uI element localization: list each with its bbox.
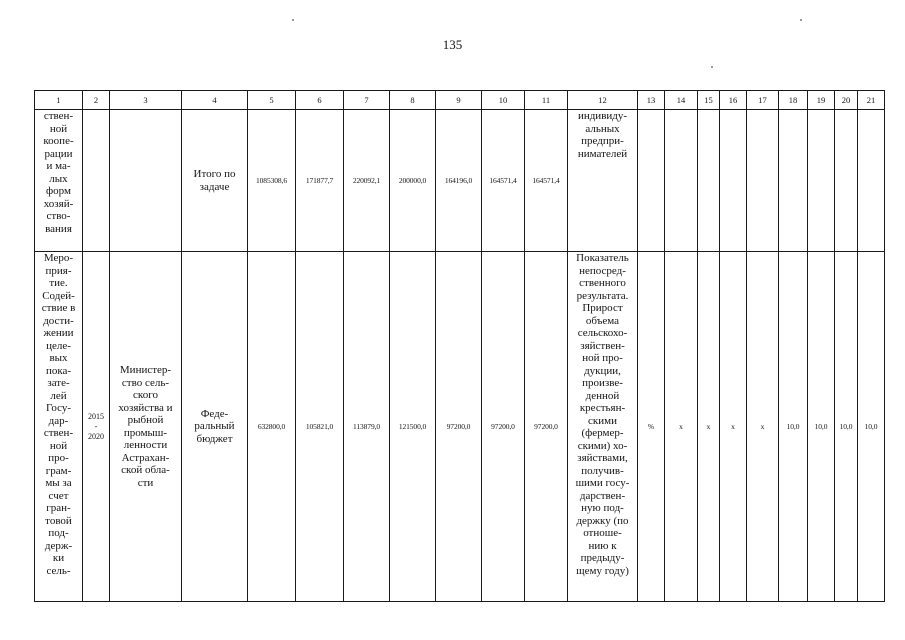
column-number-row [35, 91, 885, 110]
executor-cell [110, 110, 182, 252]
amount-cell: 171877,7 [296, 110, 344, 252]
indicator-cell: индивиду- альных предпри- нимателей [568, 110, 638, 252]
table-row [35, 110, 885, 252]
indicator-cell: Показатель непосред- ственного результата. Прирост объема сельскохо- зяйствен- ной про- дукции, произве- денной крестьян- скими (фермер- скими) хо- зяйствами, получив- шими госу- дарствен- ную под- держку (по отноше- нию к предыду- щему году) [568, 252, 638, 602]
unit-cell: % [638, 252, 665, 602]
column-number: 8 [390, 91, 436, 110]
indicator-value-cell [779, 110, 808, 252]
indicator-value-cell: х [747, 252, 779, 602]
amount-cell: 105821,0 [296, 252, 344, 602]
column-number: 21 [858, 91, 885, 110]
amount-cell: 113879,0 [344, 252, 390, 602]
column-number: 11 [525, 91, 568, 110]
column-number: 1 [35, 91, 83, 110]
scan-speck [800, 19, 802, 21]
period-cell: 2015 - 2020 [83, 252, 110, 602]
column-number: 17 [747, 91, 779, 110]
indicator-value-cell: х [720, 252, 747, 602]
column-number: 20 [835, 91, 858, 110]
indicator-value-cell: 10,0 [808, 252, 835, 602]
amount-cell: 632800,0 [248, 252, 296, 602]
amount-cell: 97200,0 [436, 252, 482, 602]
column-number: 5 [248, 91, 296, 110]
indicator-value-cell [698, 110, 720, 252]
indicator-value-cell: 10,0 [835, 252, 858, 602]
unit-cell [638, 110, 665, 252]
budget-table [34, 90, 885, 602]
column-number: 6 [296, 91, 344, 110]
indicator-value-cell [665, 110, 698, 252]
column-number: 16 [720, 91, 747, 110]
column-number: 2 [83, 91, 110, 110]
indicator-value-cell: 10,0 [779, 252, 808, 602]
column-number: 3 [110, 91, 182, 110]
indicator-value-cell [835, 110, 858, 252]
column-number: 18 [779, 91, 808, 110]
column-number: 12 [568, 91, 638, 110]
amount-cell: 97200,0 [525, 252, 568, 602]
funding-source-cell: Итого по задаче [182, 110, 248, 252]
funding-source-cell: Феде- ральный бюджет [182, 252, 248, 602]
amount-cell: 121500,0 [390, 252, 436, 602]
column-number: 15 [698, 91, 720, 110]
column-number: 9 [436, 91, 482, 110]
scan-speck [711, 66, 713, 68]
column-number: 4 [182, 91, 248, 110]
amount-cell: 164571,4 [482, 110, 525, 252]
indicator-value-cell [858, 110, 885, 252]
program-name-cell: Меро- прия- тие. Содей- ствие в дости- жении целе- вых пока- зате- лей Госу- дар- ствен- ной про- грам- мы за счет гран- товой под- держ- ки сель- [35, 252, 83, 602]
period-cell [83, 110, 110, 252]
indicator-value-cell: х [665, 252, 698, 602]
column-number: 14 [665, 91, 698, 110]
amount-cell: 1085308,6 [248, 110, 296, 252]
page-number: 135 [442, 37, 463, 52]
indicator-value-cell [720, 110, 747, 252]
program-name-cell: ствен- ной коопе- рации и ма- лых форм хозяй- ство- вания [35, 110, 83, 252]
column-number: 19 [808, 91, 835, 110]
amount-cell: 200000,0 [390, 110, 436, 252]
amount-cell: 164571,4 [525, 110, 568, 252]
indicator-value-cell [747, 110, 779, 252]
amount-cell: 97200,0 [482, 252, 525, 602]
executor-cell: Министер- ство сель- ского хозяйства и рыбной промыш- ленности Астрахан- ской обла- сти [110, 252, 182, 602]
amount-cell: 164196,0 [436, 110, 482, 252]
indicator-value-cell: 10,0 [858, 252, 885, 602]
amount-cell: 220092,1 [344, 110, 390, 252]
column-number: 7 [344, 91, 390, 110]
table-row [35, 252, 885, 602]
indicator-value-cell [808, 110, 835, 252]
indicator-value-cell: х [698, 252, 720, 602]
scan-speck [292, 19, 294, 21]
column-number: 13 [638, 91, 665, 110]
column-number: 10 [482, 91, 525, 110]
